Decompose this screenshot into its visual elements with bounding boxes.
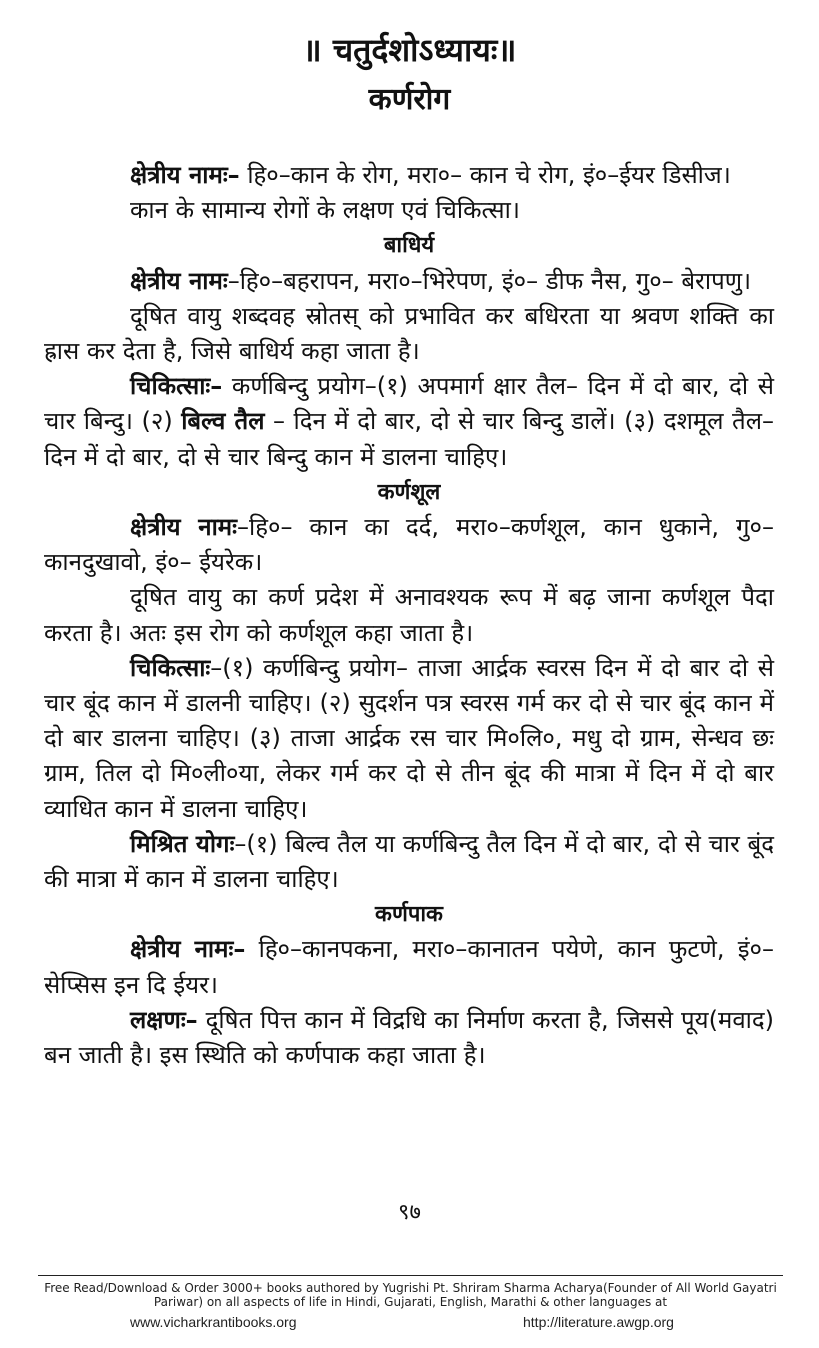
- chapter-title: ॥ चतुर्दशोऽध्यायः॥: [302, 31, 517, 69]
- treatment-text: कर्णबिन्दु प्रयोग–(१) अपमार्ग क्षार तैल– दिन में दो बार, दो से चार बिन्दु। (२): [44, 372, 774, 436]
- heading-karnapaak: कर्णपाक: [375, 902, 443, 928]
- karnashool-regional-names: [44, 510, 774, 580]
- treatment-text: –(१) कर्णबिन्दु प्रयोग– ताजा आर्द्रक स्वरस दिन में दो बार दो से चार बूंद कान में डालनी चाहिए। (२) सुदर्शन पत्र स्वरस गर्म कर दो से चार बूंद कान में दो बार डालना चाहिए। (३) ताजा आर्द्रक रस चार मि०लि०, मधु दो ग्राम, सेन्धव छः ग्राम, तिल दो मि०ली०या, लेकर गर्म कर दो से तीन बूंद की मात्रा में दिन में दो बार व्याधित कान में डालना चाहिए।: [44, 653, 774, 823]
- footer-link-vicharkranti[interactable]: www.vicharkrantibooks.org: [130, 1314, 297, 1330]
- treatment-bold-term: बिल्व तैल: [181, 407, 265, 436]
- regional-names-text: हि०–कानपकना, मरा०–कानातन पयेणे, कान फुटणे, इं०– सेप्सिस इन दि ईयर।: [44, 935, 774, 999]
- karnashool-mixed-formula: [44, 827, 774, 897]
- regional-names-label: क्षेत्रीय नामः: [130, 513, 238, 542]
- treatment-text-continued: – दिन में दो बार, दो से चार बिन्दु डालें। (३) दशमूल तैल– दिन में दो बार, दो से चार बिन्दु कान में डालना चाहिए।: [44, 407, 774, 471]
- regional-names-text: –हि०–बहरापन, मरा०–भिरेपण, इं०– डीफ नैस, गु०– बेरापणु।: [227, 266, 752, 295]
- footer-link-literature[interactable]: http://literature.awgp.org: [523, 1314, 674, 1330]
- treatment-label: चिकित्साः–: [130, 372, 223, 401]
- intro-regional-names: [44, 158, 774, 193]
- mixed-formula-label: मिश्रित योगः: [130, 829, 235, 858]
- chapter-subtitle: कर्णरोग: [368, 82, 451, 117]
- mixed-formula-text: –(१) बिल्व तैल या कर्णबिन्दु तैल दिन में दो बार, दो से चार बूंद की मात्रा में कान में डालना चाहिए।: [44, 829, 775, 894]
- symptoms-label: लक्षणः–: [130, 1005, 198, 1034]
- badhirya-description: दूषित वायु शब्दवह स्रोतस् को प्रभावित कर बधिरता या श्रवण शक्ति का ह्रास कर देता है, जिसे बाधिर्य कहा जाता है।: [44, 301, 774, 366]
- karnashool-description: दूषित वायु का कर्ण प्रदेश में अनावश्यक रूप में बढ़ जाना कर्णशूल पैदा करता है। अतः इस रोग को कर्णशूल कहा जाता है।: [44, 583, 774, 647]
- page-number: ९७: [398, 1200, 421, 1225]
- regional-names-text: –हि०– कान का दर्द, मरा०–कर्णशूल, कान धुकाने, गु०– कानदुखावो, इं०– ईयरेक।: [44, 513, 775, 577]
- karnashool-treatment: [44, 651, 774, 827]
- treatment-label: चिकित्साः: [130, 653, 211, 682]
- regional-names-label: क्षेत्रीय नामः–: [130, 935, 246, 964]
- badhirya-regional-names: [44, 264, 774, 299]
- regional-names-label: क्षेत्रीय नामः: [130, 266, 228, 295]
- badhirya-treatment: [44, 369, 774, 475]
- chapter-body: [44, 158, 774, 1073]
- regional-names-text: हि०–कान के रोग, मरा०– कान चे रोग, इं०–ईयर डिसीज।: [239, 161, 731, 189]
- footer-divider: [38, 1275, 783, 1276]
- intro-summary: कान के सामान्य रोगों के लक्षण एवं चिकित्सा।: [130, 196, 520, 225]
- karnapaak-symptoms: [44, 1003, 774, 1073]
- regional-names-label: क्षेत्रीय नामः–: [130, 161, 240, 189]
- heading-karnashool: कर्णशूल: [377, 479, 441, 505]
- heading-badhirya: बाधिर्य: [383, 233, 435, 259]
- karnapaak-regional-names: [44, 932, 774, 1002]
- footer-notice: Free Read/Download & Order 3000+ books authored by Yugrishi Pt. Shriram Sharma Acharya(Founder of All World Gayatri Pariwar) on all aspects of life in Hindi, Gujarati, English, Marathi & other languages at: [44, 1281, 777, 1309]
- symptoms-text: दूषित पित्त कान में विद्रधि का निर्माण करता है, जिससे पूय(मवाद) बन जाती है। इस स्थिति को कर्णपाक कहा जाता है।: [44, 1005, 774, 1070]
